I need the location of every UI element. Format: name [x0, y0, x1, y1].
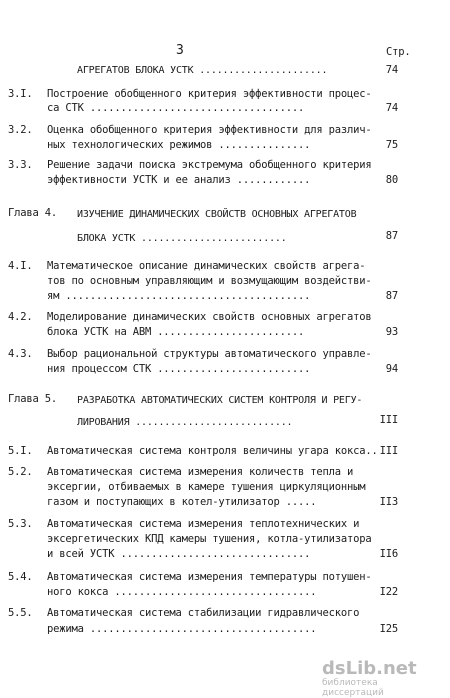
toc-number: 4.3.: [8, 348, 33, 360]
toc-page: 80: [385, 174, 398, 186]
toc-line: Математическое описание динамических свойств агрега-: [47, 260, 366, 272]
toc-number: 4.2.: [8, 311, 33, 323]
toc-page: 75: [385, 139, 398, 151]
toc-page: III: [379, 414, 398, 426]
toc-line: Оценка обобщенного критерия эффективности для различ-: [47, 124, 372, 136]
toc-line: Автоматическая система стабилизации гидравлического: [47, 607, 360, 619]
toc-page: I25: [379, 623, 398, 635]
toc-page: 87: [385, 290, 398, 302]
toc-line: ЛИРОВАНИЯ ...........................: [77, 417, 293, 428]
toc-number: 3.3.: [8, 159, 33, 171]
toc-line: ных технологических режимов ...............: [47, 139, 311, 151]
column-header: Стр.: [386, 46, 411, 58]
toc-line: Моделирование динамических свойств основных агрегатов: [47, 311, 372, 323]
toc-number: 3.I.: [8, 88, 33, 100]
toc-page: II6: [379, 548, 398, 560]
toc-number: 5.4.: [8, 571, 33, 583]
toc-number: Глава 5.: [8, 393, 57, 405]
toc-page: I22: [379, 586, 398, 598]
toc-number: 4.I.: [8, 260, 33, 272]
toc-line: Построение обобщенного критерия эффективности процес-: [47, 88, 372, 100]
toc-line: АГРЕГАТОВ БЛОКА УСТК ......................: [77, 65, 328, 76]
watermark-subtitle: библиотека диссертаций: [322, 678, 384, 698]
toc-line: са СТК ...................................: [47, 102, 305, 114]
toc-page: II3: [379, 496, 398, 508]
toc-page: 74: [385, 102, 398, 114]
toc-page: 87: [385, 230, 398, 242]
toc-number: 5.5.: [8, 607, 33, 619]
toc-page: 94: [385, 363, 398, 375]
toc-number: 3.2.: [8, 124, 33, 136]
toc-line: эксергии, отбиваемых в камере тушения циркуляционным: [47, 481, 366, 493]
toc-line: ям ........................................: [47, 290, 311, 302]
toc-line: газом и поступающих в котел-утилизатор .....: [47, 496, 317, 508]
toc-line: Автоматическая система измерения температуры потушен-: [47, 571, 372, 583]
toc-number: 5.I.: [8, 445, 33, 457]
toc-line: Автоматическая система измерения количеств тепла и: [47, 466, 354, 478]
watermark-logo: dsLib.net: [322, 658, 417, 679]
toc-page: 74: [385, 64, 398, 76]
toc-line: режима .....................................: [47, 623, 317, 635]
toc-number: 5.3.: [8, 518, 33, 530]
toc-line: эксергетических КПД камеры тушения, котла-утилизатора: [47, 533, 372, 545]
toc-line: РАЗРАБОТКА АВТОМАТИЧЕСКИХ СИСТЕМ КОНТРОЛЯ И РЕГУ-: [77, 395, 363, 406]
toc-line: блока УСТК на АВМ ........................: [47, 326, 305, 338]
watermark: [322, 658, 442, 698]
toc-line: и всей УСТК ...............................: [47, 548, 311, 560]
toc-page: 93: [385, 326, 398, 338]
toc-line: ИЗУЧЕНИЕ ДИНАМИЧЕСКИХ СВОЙСТВ ОСНОВНЫХ АГРЕГАТОВ: [77, 209, 357, 220]
toc-page: III: [379, 445, 398, 457]
toc-line: Выбор рациональной структуры автоматического управле-: [47, 348, 372, 360]
toc-line: БЛОКА УСТК .........................: [77, 233, 287, 244]
toc-line: тов по основным управляющим и возмущающим воздействи-: [47, 275, 372, 287]
toc-number: Глава 4.: [8, 207, 57, 219]
toc-line: Автоматическая система измерения теплотехнических и: [47, 518, 360, 530]
toc-line: Решение задачи поиска экстремума обобщенного критерия: [47, 159, 372, 171]
toc-line: Автоматическая система контроля величины угара кокса..: [47, 445, 378, 457]
toc-line: ного кокса .................................: [47, 586, 317, 598]
toc-number: 5.2.: [8, 466, 33, 478]
toc-line: эффективности УСТК и ее анализ ............: [47, 174, 311, 186]
page-number: 3: [176, 43, 184, 58]
toc-line: ния процессом СТК .........................: [47, 363, 311, 375]
